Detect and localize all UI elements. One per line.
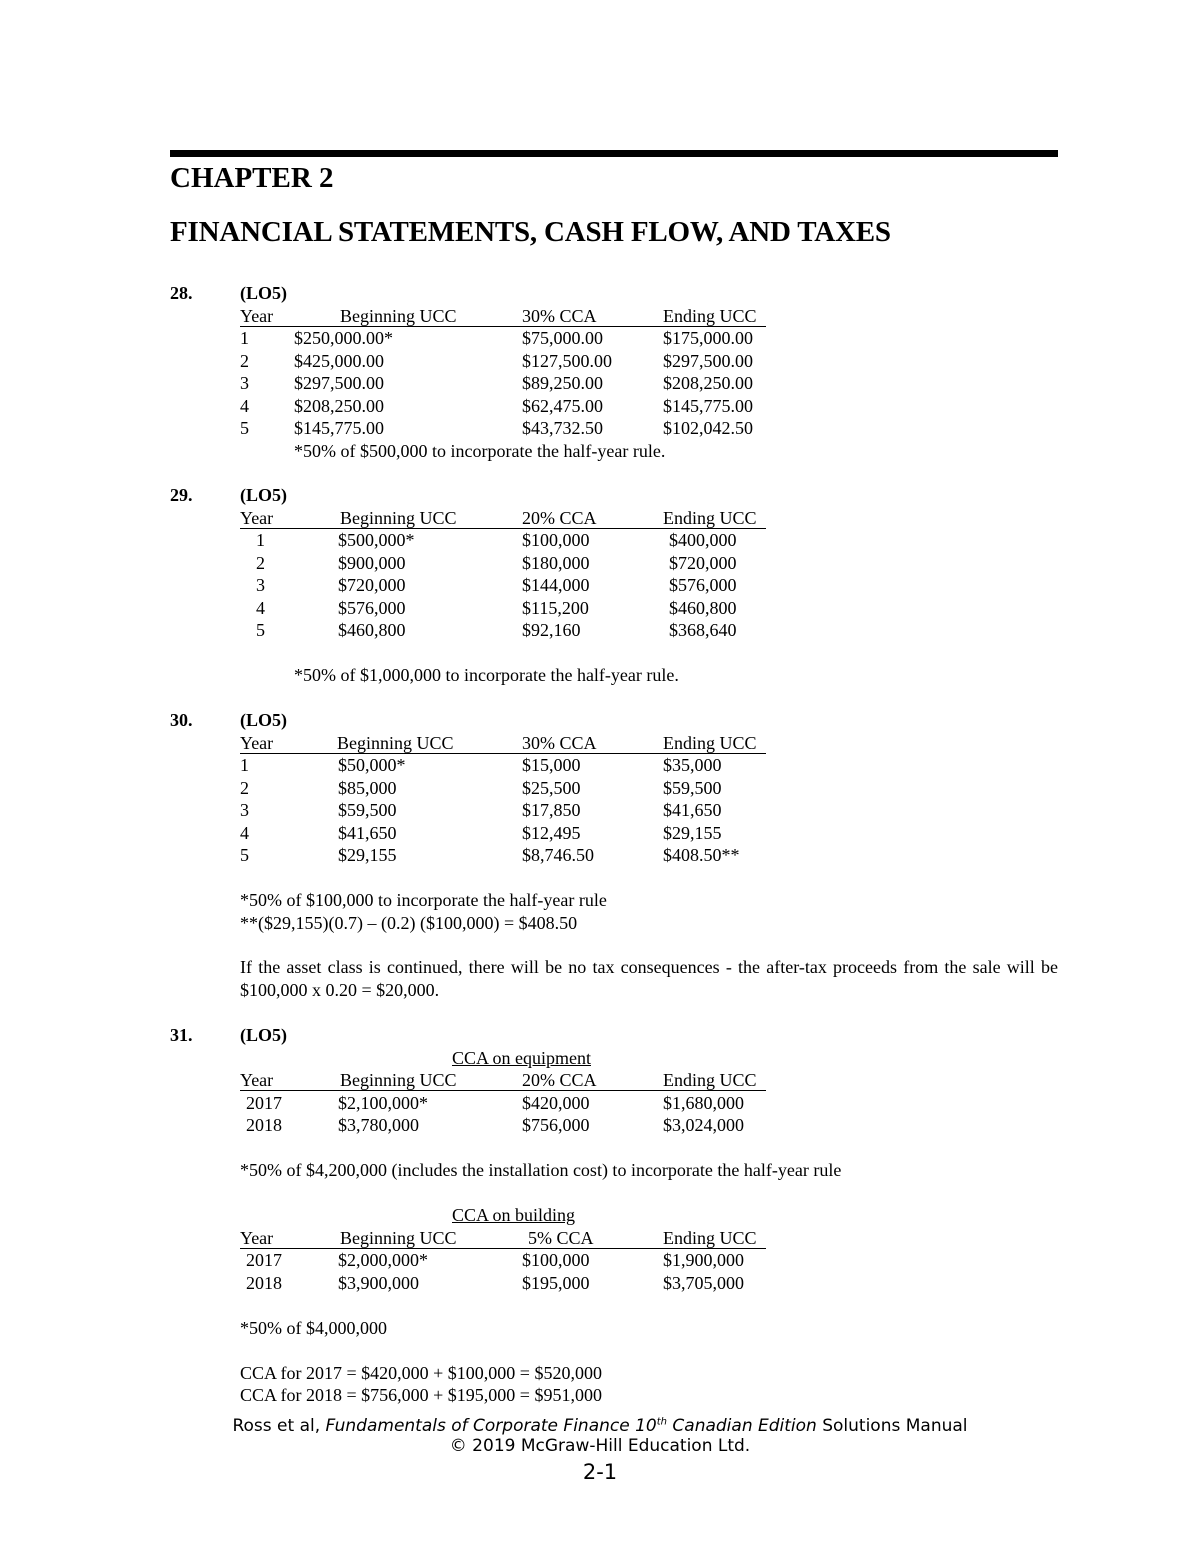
problem-number: 29. [170, 485, 193, 505]
beginning-ucc-cell: $50,000* [338, 755, 406, 775]
problem-number: 30. [170, 710, 193, 730]
footer-book-title: Fundamentals of Corporate Finance 10 [325, 1416, 657, 1436]
cca-cell: $25,500 [522, 777, 581, 798]
ending-ucc-cell: $208,250.00 [663, 373, 753, 393]
year-cell: 3 [240, 800, 249, 820]
year-cell: 3 [256, 575, 265, 595]
cca-cell: $92,160 [522, 620, 581, 640]
cca-cell: $89,250.00 [522, 373, 603, 393]
footer-edition-superscript: th [656, 1416, 667, 1428]
footer-authors: Ross et al, [232, 1416, 326, 1436]
page-number: 2-1 [582, 1460, 618, 1484]
footer-copyright: © 2019 McGraw-Hill Education Ltd. [449, 1436, 751, 1456]
beginning-ucc-cell: $250,000.00* [294, 328, 393, 348]
footer-manual: Solutions Manual [816, 1416, 968, 1436]
year-cell: 4 [240, 395, 249, 416]
beginning-ucc-cell: $500,000* [338, 530, 415, 550]
learning-objective: (LO5) [240, 485, 287, 505]
header-beginning-ucc: Beginning UCC [337, 732, 454, 753]
chapter-title: FINANCIAL STATEMENTS, CASH FLOW, AND TAXES [170, 216, 891, 248]
header-ending-ucc: Ending UCC [663, 732, 757, 753]
beginning-ucc-cell: $41,650 [338, 822, 397, 843]
beginning-ucc-cell: $2,000,000* [338, 1250, 428, 1270]
ending-ucc-cell: $297,500.00 [663, 350, 753, 371]
header-year: Year [240, 1070, 274, 1090]
beginning-ucc-cell: $145,775.00 [294, 418, 384, 438]
problem-number: 28. [170, 283, 193, 303]
beginning-ucc-cell: $900,000 [338, 552, 406, 573]
beginning-ucc-cell: $2,100,000* [338, 1092, 428, 1113]
beginning-ucc-cell: $59,500 [338, 800, 397, 820]
header-cca: 30% CCA [522, 732, 597, 753]
ending-ucc-cell: $1,900,000 [663, 1250, 744, 1270]
ending-ucc-cell: $400,000 [669, 530, 737, 550]
header-cca: 20% CCA [522, 507, 597, 528]
header-ending-ucc: Ending UCC [663, 1227, 757, 1248]
beginning-ucc-cell: $208,250.00 [294, 395, 384, 416]
cca-cell: $144,000 [522, 575, 590, 595]
footnote: *50% of $1,000,000 to incorporate the half-year rule. [294, 665, 679, 685]
cca-cell: $62,475.00 [522, 395, 603, 416]
header-ending-ucc: Ending UCC [663, 305, 757, 326]
ending-ucc-cell: $102,042.50 [663, 418, 753, 438]
year-cell: 1 [256, 530, 265, 550]
ending-ucc-cell: $145,775.00 [663, 395, 753, 416]
ending-ucc-cell: $460,800 [669, 597, 737, 618]
header-ending-ucc: Ending UCC [663, 1070, 757, 1090]
ending-ucc-cell: $576,000 [669, 575, 737, 595]
beginning-ucc-cell: $3,900,000 [338, 1272, 419, 1293]
beginning-ucc-cell: $85,000 [338, 777, 397, 798]
beginning-ucc-cell: $297,500.00 [294, 373, 384, 393]
year-cell: 1 [240, 328, 249, 348]
problem-number: 31. [170, 1025, 193, 1045]
footnote-calculation: **($29,155)(0.7) – (0.2) ($100,000) = $408.50 [240, 912, 578, 933]
header-ending-ucc: Ending UCC [663, 507, 757, 528]
beginning-ucc-cell: $720,000 [338, 575, 406, 595]
cca-cell: $8,746.50 [522, 845, 594, 865]
beginning-ucc-cell: $425,000.00 [294, 350, 384, 371]
year-cell: 5 [240, 418, 249, 438]
chapter-heading: CHAPTER 2 [170, 162, 334, 194]
explanation-paragraph: If the asset class is continued, there will be no tax consequences - the after-tax proceeds from the sale will be $100,000 x 0.20 = $20,000. [240, 957, 1058, 1000]
cca-cell: $115,200 [522, 597, 589, 618]
year-cell: 2017 [246, 1092, 282, 1113]
year-cell: 1 [240, 755, 249, 775]
learning-objective: (LO5) [240, 283, 287, 303]
year-cell: 5 [240, 845, 249, 865]
ending-ucc-cell: $29,155 [663, 822, 722, 843]
ending-ucc-cell: $3,024,000 [663, 1115, 744, 1135]
ending-ucc-cell: $368,640 [669, 620, 737, 640]
building-table-caption: CCA on building [452, 1205, 576, 1225]
beginning-ucc-cell: $576,000 [338, 597, 406, 618]
equipment-table-caption: CCA on equipment [452, 1047, 591, 1068]
header-cca: 30% CCA [522, 305, 597, 326]
header-beginning-ucc: Beginning UCC [340, 1227, 457, 1248]
cca-cell: $195,000 [522, 1272, 590, 1293]
cca-cell: $180,000 [522, 552, 590, 573]
ending-ucc-cell: $35,000 [663, 755, 722, 775]
ending-ucc-cell: $59,500 [663, 777, 722, 798]
title-rule [170, 150, 1058, 157]
header-beginning-ucc: Beginning UCC [340, 507, 457, 528]
footer-edition: Canadian Edition [667, 1416, 817, 1436]
cca-cell: $420,000 [522, 1092, 590, 1113]
learning-objective: (LO5) [240, 710, 287, 730]
cca-cell: $100,000 [522, 1250, 590, 1270]
ending-ucc-cell: $1,680,000 [663, 1092, 744, 1113]
year-cell: 4 [240, 822, 249, 843]
header-year: Year [240, 1227, 274, 1248]
cca-cell: $17,850 [522, 800, 581, 820]
ending-ucc-cell: $175,000.00 [663, 328, 753, 348]
cca-cell: $100,000 [522, 530, 590, 550]
year-cell: 3 [240, 373, 249, 393]
equipment-footnote: *50% of $4,200,000 (includes the installation cost) to incorporate the half-year rule [240, 1160, 842, 1180]
beginning-ucc-cell: $29,155 [338, 845, 397, 865]
cca-cell: $15,000 [522, 755, 581, 775]
cca-cell: $127,500.00 [522, 350, 612, 371]
building-footnote: *50% of $4,000,000 [240, 1317, 387, 1338]
cca-cell: $756,000 [522, 1115, 590, 1135]
cca-cell: $75,000.00 [522, 328, 603, 348]
ending-ucc-cell: $41,650 [663, 800, 722, 820]
year-cell: 2018 [246, 1272, 282, 1293]
ending-ucc-cell: $408.50** [663, 845, 740, 865]
year-cell: 2017 [246, 1250, 282, 1270]
footnote: *50% of $500,000 to incorporate the half-year rule. [294, 440, 666, 461]
header-year: Year [240, 732, 274, 753]
footnote: *50% of $100,000 to incorporate the half-year rule [240, 890, 607, 910]
header-beginning-ucc: Beginning UCC [340, 305, 457, 326]
footer-source [0, 1416, 1200, 1436]
year-cell: 2 [240, 777, 249, 798]
cca-total-2018: CCA for 2018 = $756,000 + $195,000 = $951,000 [240, 1385, 602, 1405]
header-year: Year [240, 305, 274, 326]
header-year: Year [240, 507, 274, 528]
header-cca: 5% CCA [528, 1227, 594, 1248]
header-beginning-ucc: Beginning UCC [340, 1070, 457, 1090]
year-cell: 5 [256, 620, 265, 640]
learning-objective: (LO5) [240, 1025, 287, 1045]
cca-cell: $12,495 [522, 822, 581, 843]
year-cell: 4 [256, 597, 265, 618]
beginning-ucc-cell: $3,780,000 [338, 1115, 419, 1135]
cca-cell: $43,732.50 [522, 418, 603, 438]
beginning-ucc-cell: $460,800 [338, 620, 406, 640]
cca-total-2017: CCA for 2017 = $420,000 + $100,000 = $520,000 [240, 1362, 602, 1383]
year-cell: 2 [256, 552, 265, 573]
year-cell: 2 [240, 350, 249, 371]
ending-ucc-cell: $720,000 [669, 552, 737, 573]
header-cca: 20% CCA [522, 1070, 597, 1090]
year-cell: 2018 [246, 1115, 282, 1135]
ending-ucc-cell: $3,705,000 [663, 1272, 744, 1293]
